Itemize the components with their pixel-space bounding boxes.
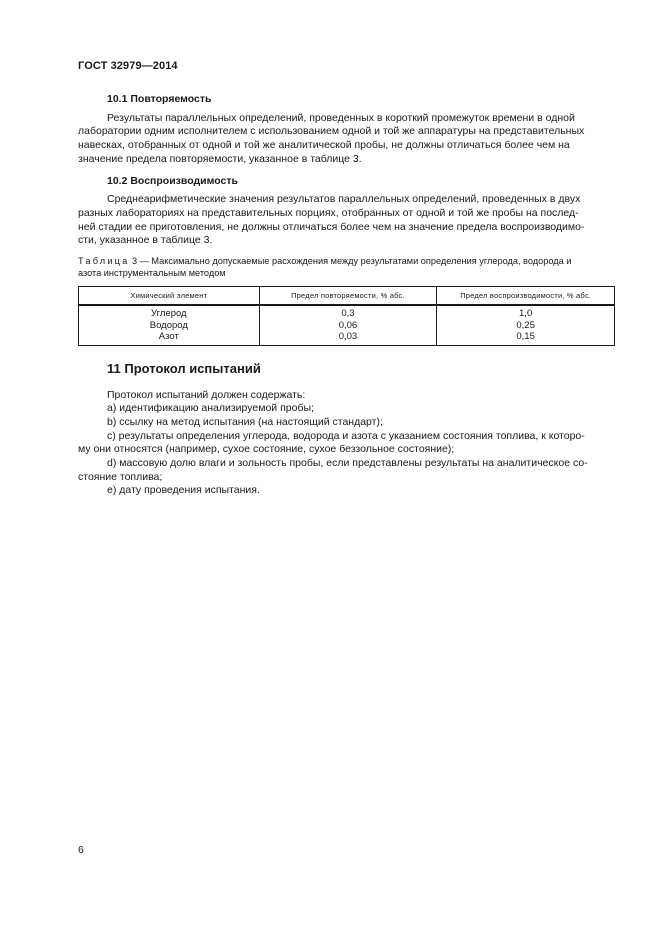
table-3-caption — [78, 256, 615, 279]
section-10-2-heading: 10.2 Воспроизводимость — [107, 174, 238, 187]
table-row — [79, 305, 615, 320]
list-item: а) идентификацию анализируемой пробы; — [107, 402, 314, 415]
section-10-2-paragraph — [78, 193, 615, 248]
table-row — [79, 331, 615, 345]
section-10-1-paragraph — [78, 112, 615, 167]
section-11-heading: 11 Протокол испытаний — [107, 360, 261, 376]
table-3 — [78, 286, 615, 346]
list-item: с) результаты определения углерода, водорода и азота с указанием состояния топлива, к которо- — [107, 429, 585, 442]
table-cell: 0,03 — [259, 331, 437, 345]
paragraph-line: сти, указанное в таблице 3. — [78, 234, 213, 247]
paragraph-line: значение предела повторяемости, указанное в таблице 3. — [78, 152, 362, 165]
paragraph-line: ней стадии ее приготовления, не должны отличаться более чем на значение предела воспроизводимо- — [78, 220, 585, 233]
table-cell: Азот — [79, 331, 260, 345]
table-cell: 0,06 — [259, 320, 437, 332]
table-caption-line2: азота инструментальным методом — [78, 267, 226, 278]
section-10-1-heading: 10.1 Повторяемость — [107, 93, 212, 105]
document-body — [78, 93, 615, 498]
table-header-row — [79, 287, 615, 306]
paragraph-line: разных лабораториях на представительных порциях, отобранных от одной и той же пробы на послед- — [78, 206, 579, 219]
table-cell: 1,0 — [437, 305, 615, 320]
list-item: е) дату проведения испытания. — [107, 484, 260, 497]
list-item-continuation: стояние топлива; — [78, 470, 163, 483]
column-header: Химический элемент — [79, 287, 260, 306]
paragraph-line: навесках, отобранных от одной и той же аналитической пробы, не должны отличаться более чем на — [78, 139, 570, 152]
table-cell: 0,3 — [259, 305, 437, 320]
paragraph-line: Среднеарифметические значения результатов параллельных определений, проведенных в двух — [107, 193, 581, 206]
table-cell: 0,15 — [437, 331, 615, 345]
list-intro: Протокол испытаний должен содержать: — [107, 388, 306, 401]
column-header: Предел воспроизводимости, % абс. — [437, 287, 615, 306]
table-row — [79, 320, 615, 332]
table-caption-label: Таблица — [78, 256, 130, 267]
page-number: 6 — [78, 844, 84, 856]
table-caption-text: 3 — Максимально допускаемые расхождения между результатами определения углерода, водорода и — [129, 256, 572, 267]
paragraph-line: Результаты параллельных определений, проведенных в короткий промежуток времени в одной — [107, 111, 575, 124]
list-item: d) массовую долю влаги и зольность пробы, если представлены результаты на аналитическое со- — [107, 457, 588, 470]
column-header: Предел повторяемости, % абс. — [259, 287, 437, 306]
list-item: b) ссылку на метод испытания (на настоящий стандарт); — [107, 415, 383, 428]
paragraph-line: лаборатории одним исполнителем с использованием одной и той же аппаратуры на представительных — [78, 125, 585, 138]
table-cell: Углерод — [79, 305, 260, 320]
table-cell: Водород — [79, 320, 260, 332]
section-11-body — [78, 389, 615, 499]
table-cell: 0,25 — [437, 320, 615, 332]
standard-header: ГОСТ 32979—2014 — [78, 60, 178, 72]
list-item-continuation: му они относятся (например, сухое состояние, сухое беззольное состояние); — [78, 443, 455, 456]
